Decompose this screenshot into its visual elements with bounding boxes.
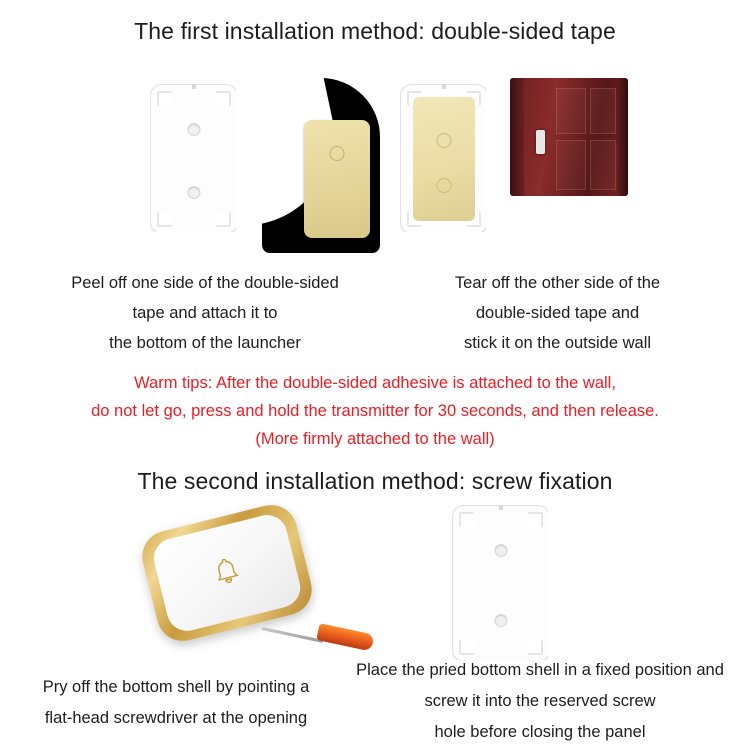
back-plate-photo <box>150 84 236 232</box>
plate-nub <box>192 84 196 89</box>
section-1-caption-left <box>30 268 380 358</box>
plate-nub <box>442 84 446 89</box>
caption-line: flat-head screwdriver at the opening <box>44 709 308 727</box>
caption-line: Tear off the other side of the <box>454 274 661 292</box>
door-frame-left <box>510 78 524 196</box>
plate-with-tape-photo <box>400 84 486 232</box>
tape-layer-graphic <box>413 97 475 221</box>
caption-line: Peel off one side of the double-sided <box>71 274 339 292</box>
door-panel-4 <box>590 140 616 190</box>
caption-line: screw it into the reserved screw <box>424 692 656 710</box>
door-wall-photo <box>510 78 628 196</box>
tape-peel-photo <box>262 78 380 253</box>
plate-screw-hole-bottom <box>495 614 508 627</box>
section-2-caption-left <box>4 672 348 734</box>
door-frame-right <box>618 78 628 196</box>
warning-line-1: Warm tips: After the double-sided adhesive is attached to the wall, <box>134 374 616 392</box>
caption-line: the bottom of the launcher <box>109 334 301 352</box>
section-1-image-strip <box>0 78 750 258</box>
door-panel-2 <box>590 88 616 134</box>
caption-line: stick it on the outside wall <box>463 334 652 352</box>
tape-hole-ring-top <box>437 133 452 148</box>
back-plate-photo-2 <box>452 505 548 660</box>
back-plate-graphic-taped <box>400 84 486 232</box>
plate-tab-bottom-right <box>528 640 543 655</box>
tape-hole-ring <box>330 146 345 161</box>
tape-hole-ring-bottom <box>437 178 452 193</box>
adhesive-tape-graphic <box>304 120 370 238</box>
plate-tab-bottom-right <box>216 212 231 227</box>
plate-tab-bottom-left <box>459 640 474 655</box>
back-plate-graphic-2 <box>452 505 548 660</box>
section-2-image-strip <box>0 505 750 665</box>
warning-line-2: do not let go, press and hold the transmitter for 30 seconds, and then release. <box>91 402 659 420</box>
section-1-title: The first installation method: double-sided tape <box>134 18 616 44</box>
screwdriver-shaft <box>262 627 323 643</box>
plate-tab-top-right <box>216 91 231 106</box>
mounted-transmitter <box>536 130 545 154</box>
screwdriver-handle <box>316 623 374 651</box>
warning-line-3: (More firmly attached to the wall) <box>255 430 495 448</box>
back-plate-graphic <box>150 84 236 232</box>
plate-screw-hole-top <box>188 123 201 136</box>
section-1-caption-right <box>385 268 730 358</box>
caption-line: hole before closing the panel <box>434 723 646 741</box>
plate-tab-bottom-left <box>157 212 172 227</box>
section-2-title: The second installation method: screw fixation <box>137 468 613 494</box>
plate-tab-top-right <box>528 512 543 527</box>
door-panel-3 <box>556 140 586 190</box>
plate-tab-top-left <box>157 91 172 106</box>
plate-screw-hole-bottom <box>188 186 201 199</box>
plate-nub <box>499 505 503 510</box>
section-2-caption-right <box>330 655 750 748</box>
plate-screw-hole-top <box>495 544 508 557</box>
screwdriver-photo <box>262 615 382 651</box>
plate-tab-top-left <box>459 512 474 527</box>
door-panel-1 <box>556 88 586 134</box>
caption-line: tape and attach it to <box>132 304 278 322</box>
caption-line: Place the pried bottom shell in a fixed position and <box>356 661 724 679</box>
caption-line: Pry off the bottom shell by pointing a <box>42 678 310 696</box>
caption-line: double-sided tape and <box>475 304 640 322</box>
